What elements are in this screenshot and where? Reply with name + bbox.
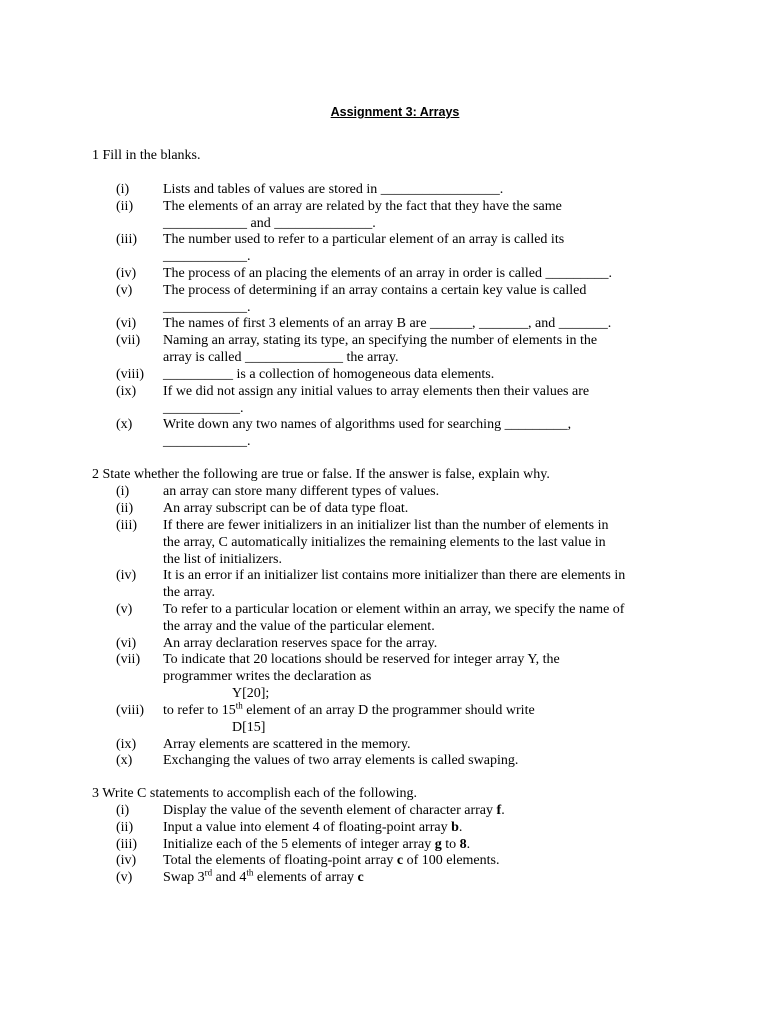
item-number: (i) [116, 803, 130, 818]
item-text: Swap 3rd and 4th elements of array c [163, 867, 364, 885]
item-number: (ii) [116, 199, 134, 214]
item-number: (vii) [116, 652, 141, 667]
item-text: programmer writes the declaration as [163, 668, 372, 684]
item-text: Write down any two names of algorithms used for searching _________, [163, 417, 572, 432]
item-number: (i) [116, 182, 130, 197]
item-text: ____________. [163, 299, 251, 315]
item-text: Input a value into element 4 of floating-point array b. [163, 820, 463, 835]
item-text: ____________. [163, 248, 251, 264]
item-number: (vi) [116, 636, 137, 651]
item-number: (vi) [116, 316, 137, 331]
q3-heading: 3 Write C statements to accomplish each of the following. [92, 786, 417, 801]
item-text: Naming an array, stating its type, an specifying the number of elements in the [163, 333, 598, 348]
item-text: Lists and tables of values are stored in _________________. [163, 182, 504, 197]
item-text: Initialize each of the 5 elements of integer array g to 8. [163, 837, 471, 852]
item-text: to refer to 15th element of an array D the programmer should write [163, 700, 535, 718]
item-number: (iv) [116, 568, 137, 583]
item-text: The number used to refer to a particular element of an array is called its [163, 232, 565, 247]
item-text: the array and the value of the particular element. [163, 618, 435, 634]
item-number: (viii) [116, 703, 144, 718]
item-number: (i) [116, 484, 130, 499]
item-text: an array can store many different types of values. [163, 484, 440, 499]
item-text: If there are fewer initializers in an initializer list than the number of elements in [163, 518, 609, 533]
item-number: (viii) [116, 367, 144, 382]
item-number: (vii) [116, 333, 141, 348]
item-text: the array, C automatically initializes the remaining elements to the last value in [163, 534, 606, 550]
item-text: ___________. [163, 400, 244, 416]
item-text: Total the elements of floating-point array c of 100 elements. [163, 853, 500, 868]
item-text: To indicate that 20 locations should be reserved for integer array Y, the [163, 652, 560, 667]
item-number: (iv) [116, 853, 137, 868]
item-text: ____________. [163, 433, 251, 449]
item-text: The elements of an array are related by the fact that they have the same [163, 199, 562, 214]
item-number: (ii) [116, 501, 134, 516]
code-snippet: D[15] [232, 719, 266, 735]
item-number: (x) [116, 417, 133, 432]
item-text: __________ is a collection of homogeneous data elements. [163, 367, 495, 382]
item-text: If we did not assign any initial values to array elements then their values are [163, 384, 590, 399]
item-number: (ii) [116, 820, 134, 835]
item-text: Display the value of the seventh element of character array f. [163, 803, 505, 818]
item-text: The names of first 3 elements of an array B are ______, _______, and _______. [163, 316, 612, 331]
item-text: the array. [163, 584, 215, 600]
item-number: (ix) [116, 384, 137, 399]
item-text: array is called ______________ the array. [163, 349, 399, 365]
item-text: The process of an placing the elements of an array in order is called _________. [163, 266, 613, 281]
item-text: It is an error if an initializer list contains more initializer than there are elements in [163, 568, 626, 583]
item-number: (ix) [116, 737, 137, 752]
code-snippet: Y[20]; [232, 685, 270, 701]
item-text: Exchanging the values of two array elements is called swaping. [163, 753, 519, 768]
item-text: ____________ and ______________. [163, 215, 376, 231]
item-number: (iii) [116, 232, 137, 247]
q1-heading: 1 Fill in the blanks. [92, 148, 201, 163]
item-number: (iii) [116, 837, 137, 852]
item-text: To refer to a particular location or element within an array, we specify the name of [163, 602, 625, 617]
q2-heading: 2 State whether the following are true or false. If the answer is false, explain why. [92, 467, 550, 482]
item-text: Array elements are scattered in the memory. [163, 737, 411, 752]
item-text: An array declaration reserves space for the array. [163, 636, 438, 651]
item-text: the list of initializers. [163, 551, 282, 567]
item-number: (iv) [116, 266, 137, 281]
item-number: (v) [116, 602, 133, 617]
item-number: (x) [116, 753, 133, 768]
item-number: (v) [116, 870, 133, 885]
page-title: Assignment 3: Arrays [330, 105, 460, 119]
item-text: The process of determining if an array contains a certain key value is called [163, 283, 587, 298]
item-text: An array subscript can be of data type float. [163, 501, 409, 516]
item-number: (iii) [116, 518, 137, 533]
item-number: (v) [116, 283, 133, 298]
